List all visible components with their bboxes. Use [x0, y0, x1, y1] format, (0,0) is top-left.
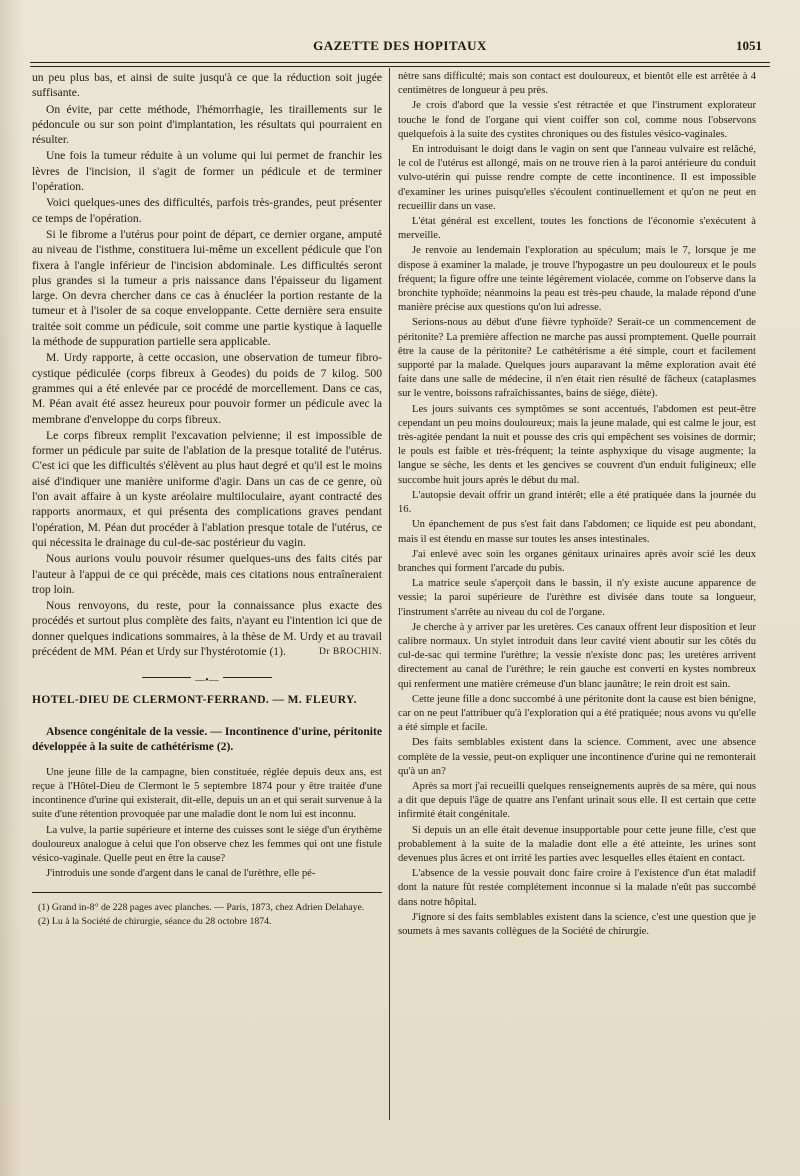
left-paragraph: M. Urdy rapporte, à cette occasion, une observation de tumeur fibro-cystique pédiculée (corps fibreux à Geodes) du poids de 7 kilog. 500 grammes qui a été enlevée par ce procédé de morcellement. Dans ce cas, M. Péan avait été assez heureux pour pouvoir former un pédicule avec la membrane d'enveloppe du corps fibreux. [32, 351, 382, 426]
right-paragraph: nètre sans difficulté; mais son contact est douloureux, et bientôt elle est arrêtée à 4 centimètres de longueur à peu près. [398, 71, 756, 97]
right-paragraph: Après sa mort j'ai recueilli quelques renseignements auprès de sa mère, qui nous a dit que depuis l'âge de quatre ans l'enfant urinait sous elle. Il est certain que cette infirmité était congénitale. [398, 780, 756, 821]
page-fold-shadow [0, 0, 22, 1176]
article-body-left [32, 766, 382, 882]
left-paragraph: un peu plus bas, et ainsi de suite jusqu'à ce que la réduction soit jugée suffisante. [32, 71, 382, 100]
column-divider [389, 68, 390, 1120]
article-paragraph: Une jeune fille de la campagne, bien constituée, réglée depuis deux ans, est reçue à l'Hôtel-Dieu de Clermont le 5 septembre 1874 pour y être traitée d'une incontinence d'urine qui existerait, dit-elle, depuis un an et qui serait survenue à la suite d'une rétention provoquée par une maladie dont le nom lui est inconnu. [32, 766, 382, 821]
footnotes [32, 892, 382, 928]
section-separator [32, 673, 382, 686]
right-column [398, 70, 756, 1116]
author-signature: Dr BROCHIN. [318, 647, 382, 658]
right-paragraph: Si depuis un an elle était devenue insupportable pour cette jeune fille, c'est que probablement à la suite de la maladie dont elle a été atteinte, les urines sont devenues plus âcres et ont irrité les parties avec lesquelles elles étaient en contact. [398, 824, 756, 864]
right-paragraph: La matrice seule s'aperçoit dans le bassin, il n'y existe aucune apparence de vessie; la paroi supérieure de l'urèthre est divisée dans toute sa longueur, l'instrument s'arrête au niveau du col de l'organe. [398, 578, 756, 618]
right-paragraph: J'ai enlevé avec soin les organes génitaux urinaires après avoir scié les deux branches qui forment l'arcade du pubis. [398, 548, 756, 574]
left-paragraph: Voici quelques-unes des difficultés, parfois très-grandes, peut présenter ce temps de l'opération. [32, 196, 382, 225]
right-paragraph: L'état général est excellent, toutes les fonctions de l'économie s'exécutent à merveille. [398, 216, 756, 242]
left-paragraph: Nous aurions voulu pouvoir résumer quelques-uns des faits cités par l'auteur à l'appui de ce qui précède, mais ces citations nous entraîneraient trop loin. [32, 552, 382, 596]
section-heading: HOTEL-DIEU DE CLERMONT-FERRAND. — M. FLEURY. [32, 693, 357, 706]
right-paragraph: Cette jeune fille a donc succombé à une péritonite dont la cause est bien bénigne, car on ne peut l'attribuer qu'à l'exploration qui a été pratiquée; nous avons vu qu'elle a été simple et facile. [398, 693, 756, 734]
left-paragraph: Si le fibrome a l'utérus pour point de départ, ce dernier organe, amputé au niveau de l'isthme, constituera lui-même un excellent pédicule que l'on fixera à l'angle inférieur de l'incision abdominale. Les difficultés seront plus grandes si la tumeur a pris naissance dans l'épaisseur du ligament large. On devra chercher dans ce cas à énucléer la portion restante de la tumeur et à l'isoler de sa coque enveloppante. Cette dernière sera ensuite traitée soit comme un pédicule, soit comme une partie kystique à laquelle la méthode de suppuration partielle sera applicable. [32, 227, 382, 349]
right-paragraph: L'absence de la vessie pouvait donc faire croire à l'existence d'un état maladif dont la nature fût restée complétement inconnue si la malade n'eût pas succombé dans notre hôpital. [398, 868, 756, 908]
right-paragraph: Un épanchement de pus s'est fait dans l'abdomen; ce liquide est peu abondant, mais il est étendu en masse sur toutes les anses intestinales. [398, 519, 756, 545]
header-rule [30, 62, 770, 67]
right-paragraph: Des faits semblables existent dans la science. Comment, avec une absence complète de la vessie, peut-on expliquer une incontinence d'urine qui ne remonterait qu'à un an? [398, 737, 756, 777]
separator-ornament: —•— [191, 675, 223, 686]
right-paragraph: J'ignore si des faits semblables existent dans la science, c'est une question que je soumets à mes savants collègues de la Société de chirurgie. [398, 911, 756, 937]
left-paragraph: Le corps fibreux remplit l'excavation pelvienne; il est impossible de former un pédicule par suite de l'ablation de la presque totalité de l'utérus. C'est ici que les difficultés s'élèvent au plus haut degré et qu'il est le moins aisé d'indiquer une manière uniforme d'agir. Dans un cas de ce genre, où l'on avait affaire à un kyste aréolaire multiloculaire, ayant contracté des rapports anormaux, et qui présenta des complications graves pendant l'opération, M. Péan dut procéder à l'ablation presque totale de l'utérus, ce qui nécessita le drainage du cul-de-sac postérieur du vagin. [32, 428, 382, 549]
right-paragraph: Je renvoie au lendemain l'exploration au spéculum; mais le 7, lorsque je me dispose à examiner la malade, je trouve l'hypogastre un peu douloureux et le pouls fréquent; la figure offre une teinte légèrement violacée, comme on l'observe dans la bronchite typhoïde; néanmoins la peau est très-peu chaude, la malade répond d'une manière précise aux questions qu'on lui adresse. [398, 245, 756, 314]
article-title: Absence congénitale de la vessie. — Incontinence d'urine, péritonite développée à la suite de cathétérisme (2). [32, 724, 382, 753]
left-paragraph: Nous renvoyons, du reste, pour la connaissance plus exacte des procédés et surtout plus complète des faits, n'ayant eu l'intention ici que de donner quelques indications sommaires, à la thèse de M. Urdy et au travail précédent de MM. Péan et Urdy sur l'hystérotomie (1). [32, 599, 382, 658]
footnote: (2) Lu à la Société de chirurgie, séance du 28 octobre 1874. [38, 915, 272, 927]
footnote: (1) Grand in-8° de 228 pages avec planches. — Paris, 1873, chez Adrien Delahaye. [38, 901, 365, 913]
right-paragraph: L'autopsie devait offrir un grand intérêt; elle a été pratiquée dans la journée du 16. [398, 489, 756, 516]
right-paragraph: Je cherche à y arriver par les uretères. Ces canaux offrent leur disposition et leur calibre normaux. Un stylet introduit dans leur cavité vient aboutir sur les côtés du cul-de-sac qui termine l'urèthre; la vessie n'existe donc pas; les uretères arrivent directement au canal de l'urèthre; le rein gauche est converti en kystes nombreux qui renferment une matière crémeuse d'un blanc jaunâtre; le rein droit est sain. [398, 621, 756, 690]
right-paragraph: Serions-nous au début d'une fièvre typhoïde? Serait-ce un commencement de péritonite? La première affection ne marche pas aussi promptement. Quelle pourrait être la cause de la péritonite? Le cathétérisme a été simple, court et facilement supporté par la malade. Quelques jours auparavant la même exploration avait été faite dans une salle de médecine, il n'en était rien résulté de fâcheux (cataplasmes sur le ventre, boissons rafraîchissantes, bains de siége, diète). [398, 317, 756, 400]
right-paragraph: En introduisant le doigt dans le vagin on sent que l'anneau vulvaire est relâché, le col de l'utérus est allongé, mais on ne trouve rien à la paroi antérieure du conduit vulvo-utérin qui puisse rendre compte de cette incontinence. Il est impossible d'examiner les urines puisqu'elles s'écoulent continuellement et qu'on ne peut en recueillir dans un vase. [398, 144, 756, 212]
page-header [30, 34, 770, 60]
left-paragraph: On évite, par cette méthode, l'hémorrhagie, les tiraillements sur le pédoncule ou sur son point d'implantation, les résultats qui pourraient en résulter. [32, 102, 382, 147]
page-number: 1051 [736, 38, 762, 53]
journal-title: GAZETTE DES HOPITAUX [313, 38, 487, 53]
left-paragraph: Une fois la tumeur réduite à un volume qui lui permet de franchir les lèvres de l'incision, il s'agit de former un pédicule et de terminer l'opération. [32, 149, 382, 194]
right-paragraph: Les jours suivants ces symptômes se sont accentués, l'abdomen est peut-être cependant un peu moins douloureux; mais la jeune malade, qui est calme le jour, est très-agitée pendant la nuit et pousse des cris qui empêchent ses voisines de dormir; le pouls est faible et très-fréquent; la teinte asphyxique du visage augmente; la langue se sèche, les dents et les gencives se couvrent d'un enduit fuligineux; elle succombe huit jours après le début du mal. [398, 403, 756, 486]
right-paragraph: Je crois d'abord que la vessie s'est rétractée et que l'instrument explorateur touche le fond de l'organe qui vient coiffer son col, comme nous l'observons quelquefois à la suite des cystites chroniques ou des fistules vésico-vaginales. [398, 100, 756, 140]
left-column [32, 70, 382, 1116]
article-paragraph: La vulve, la partie supérieure et interne des cuisses sont le siége d'un érythème douloureux analogue à celui que l'on observe chez les femmes qui ont une fistule vésico-vaginale. Quelle peut en être la cause? [32, 824, 382, 865]
article-paragraph: J'introduis une sonde d'argent dans le canal de l'urèthre, elle pé- [46, 868, 316, 880]
